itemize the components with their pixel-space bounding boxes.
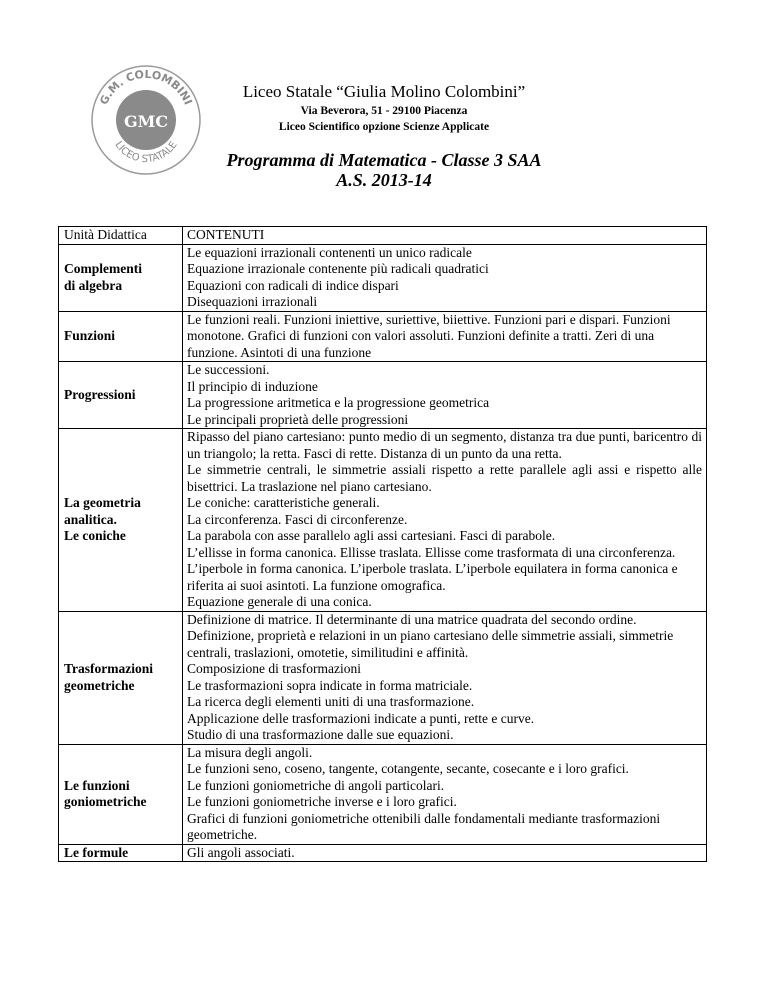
table-header-row <box>59 227 707 245</box>
school-name: Liceo Statale “Giulia Molino Colombini” <box>242 82 526 101</box>
content-cell <box>183 311 707 362</box>
table-row <box>59 844 707 862</box>
content-line: Le principali proprietà delle progressioni <box>187 411 409 427</box>
content-line: Definizione, proprietà e relazioni in un piano cartesiano delle simmetrie assiali, simmetrie centrali, traslazioni, omotetie, similitudini e affinità. <box>187 628 674 660</box>
content-line: Equazione irrazionale contenente più radicali quadratici <box>187 261 489 276</box>
content-line: Le coniche: caratteristiche generali. <box>187 495 380 510</box>
unit-cell: Funzioni <box>59 311 183 362</box>
content-cell <box>183 244 707 311</box>
content-line: Gli angoli associati. <box>187 844 295 860</box>
content-line: Equazione generale di una conica. <box>187 594 372 609</box>
table-row <box>59 311 707 362</box>
content-line: Le funzioni goniometriche inverse e i loro grafici. <box>187 794 457 809</box>
content-line: Il principio di induzione <box>187 378 318 394</box>
logo-monogram: GMC <box>123 112 169 131</box>
content-line: Definizione di matrice. Il determinante di una matrice quadrata del secondo ordine. <box>187 611 637 627</box>
unit-cell: Progressioni <box>59 362 183 429</box>
content-line: Composizione di trasformazioni <box>187 661 361 676</box>
content-line: La circonferenza. Fasci di circonferenze. <box>187 511 408 527</box>
content-cell <box>183 362 707 429</box>
content-line: L’ellisse in forma canonica. Ellisse traslata. Ellisse come trasformata di una circonferenza. <box>187 544 676 560</box>
program-table <box>58 226 707 862</box>
content-cell <box>183 744 707 844</box>
unit-cell: Le funzioni goniometriche <box>59 744 183 844</box>
logo-ring-top: G.M. COLOMBINI <box>97 67 195 107</box>
content-line: La parabola con asse parallelo agli assi cartesiani. Fasci di parabole. <box>187 528 556 543</box>
unit-cell: La geometria analitica. Le coniche <box>59 429 183 612</box>
content-line: Disequazioni irrazionali <box>187 294 318 309</box>
unit-cell: Le formule <box>59 844 183 862</box>
table-row <box>59 244 707 311</box>
header-unit-cell: Unità Didattica <box>59 227 183 245</box>
content-line: Le funzioni seno, coseno, tangente, cotangente, secante, cosecante e i loro grafici. <box>187 761 629 776</box>
unit-cell: Trasformazioni geometriche <box>59 611 183 744</box>
content-cell <box>183 611 707 744</box>
content-line: Le successioni. <box>187 362 270 377</box>
content-cell <box>183 844 707 862</box>
content-line: La progressione aritmetica e la progressione geometrica <box>187 395 490 410</box>
school-address: Via Beverora, 51 - 29100 Piacenza <box>300 105 468 117</box>
content-line: Ripasso del piano cartesiano: punto medio di un segmento, distanza tra due punti, baricentro di un triangolo; la retta. Fasci di rette. Distanza di un punto da una retta. <box>187 429 702 461</box>
content-line: Le simmetrie centrali, le simmetrie assiali rispetto a rette parallele agli assi e rispetto alle bisettrici. La traslazione nel piano cartesiano. <box>187 462 702 494</box>
content-line: L’iperbole in forma canonica. L’iperbole traslata. L’iperbole equilatera in forma canonica e riferita ai suoi asintoti. La funzione omografica. <box>187 561 678 593</box>
table-row <box>59 429 707 612</box>
program-table-body <box>59 227 707 862</box>
table-row <box>59 362 707 429</box>
unit-cell: Complementi di algebra <box>59 244 183 311</box>
content-cell <box>183 429 707 612</box>
content-line: Le trasformazioni sopra indicate in forma matriciale. <box>187 677 473 693</box>
content-line: Studio di una trasformazione dalle sue equazioni. <box>187 727 454 742</box>
school-course: Liceo Scientifico opzione Scienze Applicate <box>278 121 490 133</box>
content-line: Le funzioni reali. Funzioni iniettive, suriettive, biiettive. Funzioni pari e dispari. Funzioni monotone. Grafici di funzioni con valori assoluti. Funzioni definite a tratti. Zeri di una funzione. Asintoti di una funzione <box>187 311 671 360</box>
document-title: Programma di Matematica - Classe 3 SAA <box>226 150 542 170</box>
content-line: La misura degli angoli. <box>187 744 313 760</box>
content-line: Applicazione delle trasformazioni indicate a punti, rette e curve. <box>187 710 535 726</box>
school-logo <box>90 64 202 176</box>
content-line: Grafici di funzioni goniometriche ottenibili dalle fondamentali mediante trasformazioni geometriche. <box>187 810 661 842</box>
content-line: La ricerca degli elementi uniti di una trasformazione. <box>187 694 475 709</box>
content-line: Le funzioni goniometriche di angoli particolari. <box>187 777 445 793</box>
academic-year: A.S. 2013-14 <box>336 170 432 190</box>
content-line: Equazioni con radicali di indice dispari <box>187 277 399 293</box>
logo-ring-bottom: LICEO STATALE <box>112 139 180 166</box>
table-row <box>59 611 707 744</box>
header-content-cell: CONTENUTI <box>183 227 707 245</box>
table-row <box>59 744 707 844</box>
content-line: Le equazioni irrazionali contenenti un unico radicale <box>187 244 472 260</box>
